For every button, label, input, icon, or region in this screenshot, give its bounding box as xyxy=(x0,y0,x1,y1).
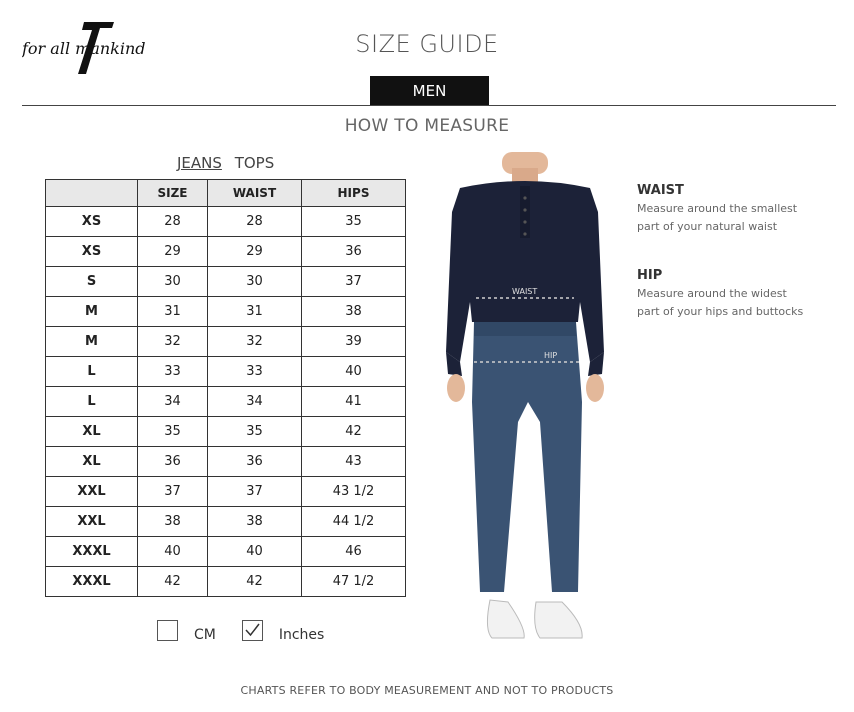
size-label-cell: M xyxy=(46,327,138,357)
hip-tag: HIP xyxy=(544,351,558,360)
hips-cell: 37 xyxy=(302,267,406,297)
hip-title: HIP xyxy=(637,268,663,283)
tab-men[interactable]: MEN xyxy=(370,76,489,106)
hips-cell: 35 xyxy=(302,207,406,237)
size-cell: 29 xyxy=(138,237,208,267)
size-label-cell: L xyxy=(46,357,138,387)
cm-label: CM xyxy=(194,627,216,643)
model-left-shoe xyxy=(487,600,524,638)
waist-cell: 42 xyxy=(208,567,302,597)
table-row xyxy=(46,357,406,387)
size-label-cell: XL xyxy=(46,447,138,477)
hips-cell: 43 xyxy=(302,447,406,477)
tab-tops[interactable]: TOPS xyxy=(234,154,275,172)
waist-cell: 37 xyxy=(208,477,302,507)
table-row xyxy=(46,327,406,357)
hips-cell: 41 xyxy=(302,387,406,417)
waist-cell: 35 xyxy=(208,417,302,447)
size-label-cell: XXXL xyxy=(46,567,138,597)
waist-cell: 34 xyxy=(208,387,302,417)
unit-toggles xyxy=(157,617,324,643)
waist-cell: 28 xyxy=(208,207,302,237)
waist-title: WAIST xyxy=(637,183,684,198)
hip-instructions xyxy=(637,268,807,321)
size-cell: 34 xyxy=(138,387,208,417)
waist-cell: 29 xyxy=(208,237,302,267)
waist-cell: 32 xyxy=(208,327,302,357)
size-label-cell: M xyxy=(46,297,138,327)
model-placket xyxy=(520,186,530,238)
waist-cell: 38 xyxy=(208,507,302,537)
page-title: SIZE GUIDE xyxy=(355,30,499,58)
hips-cell: 42 xyxy=(302,417,406,447)
checkmark-icon xyxy=(244,622,261,639)
table-row xyxy=(46,537,406,567)
header-label xyxy=(46,180,138,207)
model-right-shoe xyxy=(535,602,583,638)
footnote: CHARTS REFER TO BODY MEASUREMENT AND NOT TO PRODUCTS xyxy=(240,684,614,697)
hips-cell: 38 xyxy=(302,297,406,327)
model-illustration xyxy=(440,152,610,644)
size-table xyxy=(45,179,406,597)
size-label-cell: XXL xyxy=(46,507,138,537)
size-cell: 33 xyxy=(138,357,208,387)
hips-cell: 39 xyxy=(302,327,406,357)
waist-description: Measure around the smallest part of your natural waist xyxy=(637,202,798,233)
size-label-cell: XL xyxy=(46,417,138,447)
waist-cell: 40 xyxy=(208,537,302,567)
header-waist: WAIST xyxy=(208,180,302,207)
table-row xyxy=(46,447,406,477)
header-hips: HIPS xyxy=(302,180,406,207)
size-cell: 30 xyxy=(138,267,208,297)
waist-cell: 30 xyxy=(208,267,302,297)
hips-cell: 43 1/2 xyxy=(302,477,406,507)
table-row xyxy=(46,477,406,507)
hips-cell: 44 1/2 xyxy=(302,507,406,537)
size-cell: 36 xyxy=(138,447,208,477)
size-label-cell: XXL xyxy=(46,477,138,507)
table-row xyxy=(46,297,406,327)
jeans-waistband xyxy=(474,322,576,336)
hips-cell: 47 1/2 xyxy=(302,567,406,597)
size-label-cell: L xyxy=(46,387,138,417)
table-row xyxy=(46,507,406,537)
inches-checkbox[interactable] xyxy=(242,620,263,641)
table-row xyxy=(46,567,406,597)
logo-wordmark: for all mankind xyxy=(22,39,146,58)
size-label-cell: XS xyxy=(46,237,138,267)
size-label-cell: S xyxy=(46,267,138,297)
table-row xyxy=(46,267,406,297)
header-divider xyxy=(22,105,836,106)
size-label-cell: XXXL xyxy=(46,537,138,567)
hip-description: Measure around the widest part of your hips and buttocks xyxy=(637,287,804,318)
size-cell: 38 xyxy=(138,507,208,537)
size-cell: 28 xyxy=(138,207,208,237)
waist-cell: 31 xyxy=(208,297,302,327)
size-cell: 42 xyxy=(138,567,208,597)
waist-cell: 33 xyxy=(208,357,302,387)
table-header-row xyxy=(46,180,406,207)
header-size: SIZE xyxy=(138,180,208,207)
table-row xyxy=(46,387,406,417)
hips-cell: 36 xyxy=(302,237,406,267)
waist-cell: 36 xyxy=(208,447,302,477)
cm-checkbox[interactable] xyxy=(157,620,178,641)
size-cell: 40 xyxy=(138,537,208,567)
hips-cell: 40 xyxy=(302,357,406,387)
size-cell: 35 xyxy=(138,417,208,447)
size-cell: 37 xyxy=(138,477,208,507)
size-label-cell: XS xyxy=(46,207,138,237)
table-row xyxy=(46,417,406,447)
how-to-measure-heading: HOW TO MEASURE xyxy=(344,116,510,136)
inches-label: Inches xyxy=(278,627,325,643)
table-row xyxy=(46,237,406,267)
tab-jeans[interactable]: JEANS xyxy=(177,154,222,172)
hips-cell: 46 xyxy=(302,537,406,567)
size-cell: 31 xyxy=(138,297,208,327)
category-tabs xyxy=(177,154,282,172)
size-cell: 32 xyxy=(138,327,208,357)
model-right-hand xyxy=(586,374,604,402)
model-left-hand xyxy=(447,374,465,402)
table-row xyxy=(46,207,406,237)
waist-tag: WAIST xyxy=(512,287,538,296)
waist-instructions xyxy=(637,183,807,236)
